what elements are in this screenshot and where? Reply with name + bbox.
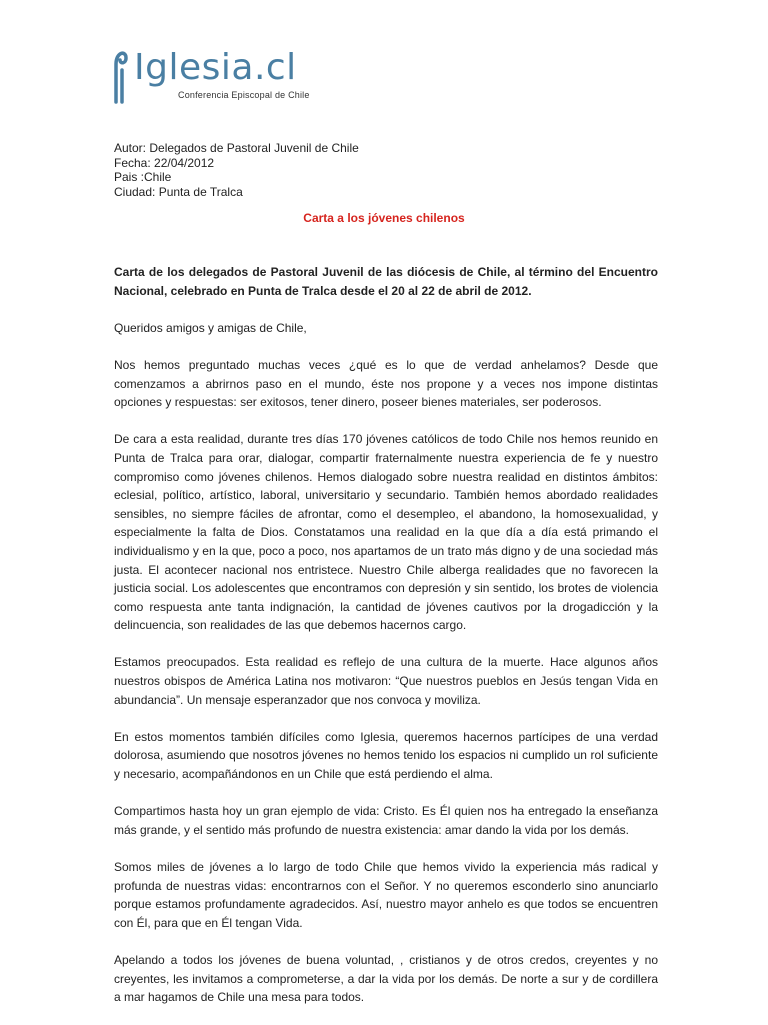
salutation: Queridos amigos y amigas de Chile,	[114, 320, 307, 335]
meta-date: Fecha: 22/04/2012	[114, 155, 215, 170]
site-logo[interactable]	[110, 44, 350, 104]
body-paragraph: Nos hemos preguntado muchas veces ¿qué es lo que de verdad anhelamos? Desde que comenzamos a abrirnos paso en el mundo, éste nos propone y a veces nos impone distintas opciones y respuestas: ser exitosos, tener dinero, poseer bienes materiales, ser poderosos.	[114, 357, 658, 410]
logo-subtitle: Conferencia Episcopal de Chile	[178, 90, 310, 100]
body-paragraph: Estamos preocupados. Esta realidad es reflejo de una cultura de la muerte. Hace algunos años nuestros obispos de América Latina nos motivaron: “Que nuestros pueblos en Jesús tengan Vida en abundancia”. Un mensaje esperanzador que nos convoca y moviliza.	[114, 655, 658, 707]
logo-emblem-icon	[110, 44, 130, 104]
meta-city: Ciudad: Punta de Tralca	[114, 184, 243, 199]
logo-wordmark: Iglesia.cl	[134, 47, 297, 88]
body-paragraph: Compartimos hasta hoy un gran ejemplo de vida: Cristo. Es Él quien nos ha entregado la enseñanza más grande, y el sentido más profundo de nuestra existencia: amar dando la vida por los demás.	[114, 804, 658, 837]
intro-paragraph: Carta de los delegados de Pastoral Juvenil de las diócesis de Chile, al término del Encuentro Nacional, celebrado en Punta de Tralca desde el 20 al 22 de abril de 2012.	[114, 265, 658, 298]
letter-body	[114, 263, 658, 1025]
body-paragraph: Apelando a todos los jóvenes de buena voluntad, , cristianos y de otros credos, creyentes y no creyentes, les invitamos a comprometerse, a dar la vida por los demás. De norte a sur y de cordillera a mar hagamos de Chile una mesa para todos.	[114, 952, 658, 1005]
body-paragraph: Somos miles de jóvenes a lo largo de todo Chile que hemos vivido la experiencia más radical y profunda de nuestras vidas: encontrarnos con el Señor. Y no queremos esconderlo sino anunciarlo porque estamos profundamente agradecidos. Así, nuestro mayor anhelo es que todos se encuentren con Él, para que en Él tengan Vida.	[114, 860, 658, 930]
document-metadata	[114, 141, 359, 199]
meta-country: Pais :Chile	[114, 170, 172, 184]
document-title: Carta a los jóvenes chilenos	[303, 211, 465, 225]
body-paragraph: De cara a esta realidad, durante tres días 170 jóvenes católicos de todo Chile nos hemos reunido en Punta de Tralca para orar, dialogar, compartir fraternalmente nuestra experiencia de fe y nuestro compromiso como jóvenes chilenos. Hemos dialogado sobre nuestra realidad en distintos ámbitos: eclesial, político, artístico, laboral, universitario y secundario. También hemos abordado realidades sensibles, no siempre fáciles de afrontar, como el desempleo, el abandono, la homosexualidad, y especialmente la falta de Dios. Constatamos una realidad en la que día a día está primando el individualismo y en la que, poco a poco, nos apartamos de un trato más digno y de una sociedad más justa. El acontecer nacional nos entristece. Nuestro Chile alberga realidades que no favorecen la justicia social. Los adolescentes que encontramos con depresión y sin sentido, los brotes de violencia como respuesta ante tanta indignación, la cantidad de jóvenes cautivos por la drogadicción y la delincuencia, son realidades de las que debemos hacernos cargo.	[114, 432, 658, 633]
body-paragraph: En estos momentos también difíciles como Iglesia, queremos hacernos partícipes de una verdad dolorosa, asumiendo que nosotros jóvenes no hemos tenido los espacios ni cumplido un rol suficiente y necesario, acompañándonos en un Chile que está perdiendo el alma.	[114, 729, 658, 782]
meta-author: Autor: Delegados de Pastoral Juvenil de Chile	[114, 141, 359, 155]
